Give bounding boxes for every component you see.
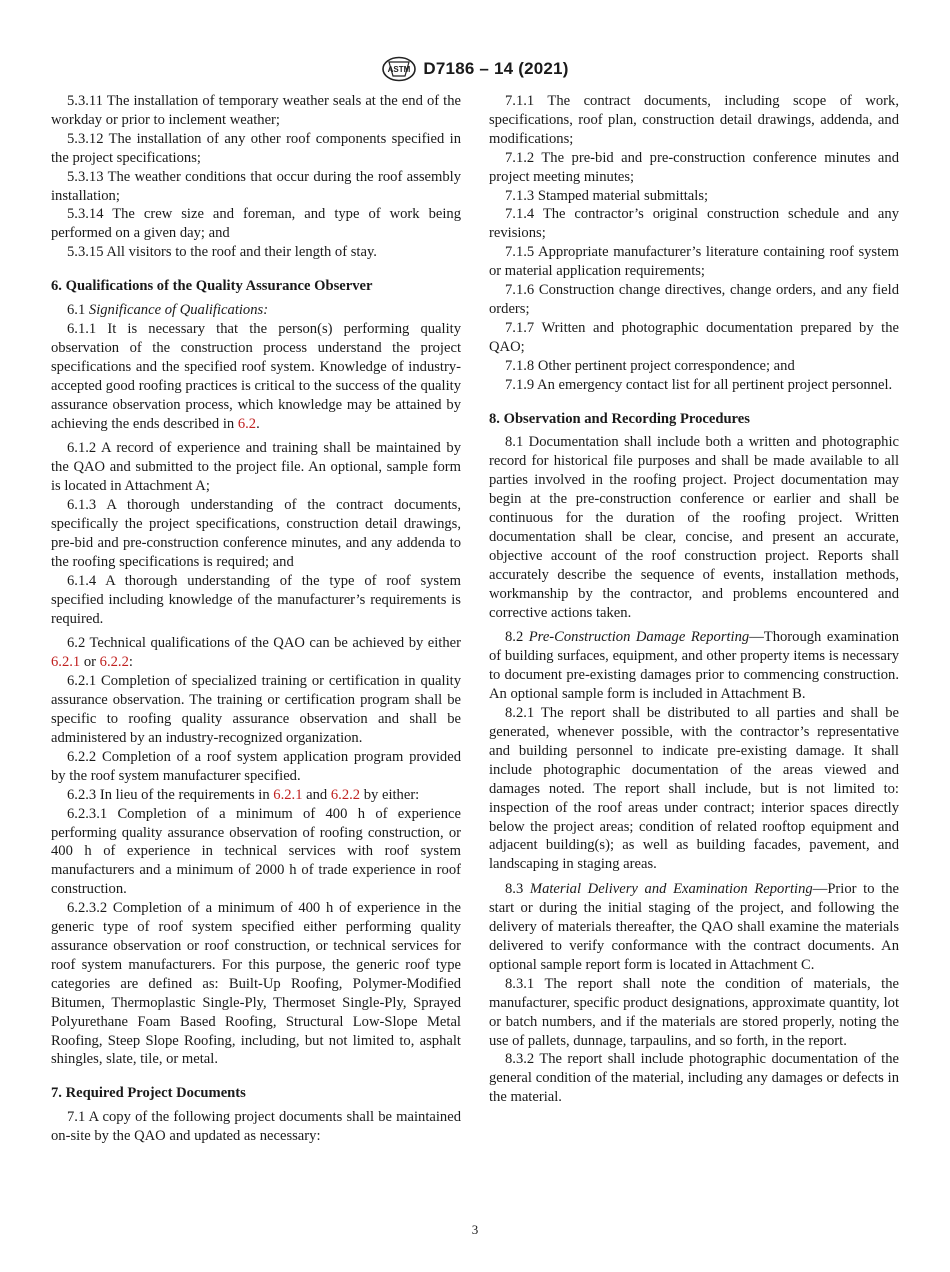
- left-column: [51, 92, 461, 1146]
- cross-reference-6-2-1[interactable]: 6.2.1: [51, 654, 81, 671]
- paragraph-6-2-3-1: 6.2.3.1 Completion of a minimum of 400 h of experience performing quality assurance observation of roofing construction, or 400 h of experience in technical services with roof system manufacturers and a minimum of 2000 h of trade experience in roof construction.: [51, 805, 461, 898]
- paragraph-8-2: [489, 628, 899, 704]
- paragraph-6-2-1: 6.2.1 Completion of specialized training or certification in quality assurance observation. The training or certification program shall be specific to roofing quality assurance observation and shall be administered by an industry-recognized organization.: [51, 673, 461, 746]
- paragraph-6-1-2: 6.1.2 A record of experience and training shall be maintained by the QAO and submitted to the project file. An optional, sample form is located in Attachment A;: [51, 440, 461, 495]
- paragraph-7-1: 7.1 A copy of the following project documents shall be maintained on-site by the QAO and updated as necessary:: [51, 1109, 461, 1145]
- paragraph-8-3-body: —Prior to the start or during the initial staging of the project, and following the delivery of materials thereafter, the QAO shall examine the materials delivered to verify conformance with the contract documents. An optional sample report form is located in Attachment C.: [489, 881, 899, 973]
- paragraph-8-3-1: 8.3.1 The report shall note the condition of materials, the manufacturer, specific product designations, approximate quantity, lot or batch numbers, and if the materials are stored properly, noting the use of pallets, dunnage, tarpaulins, and so forth, in the report.: [489, 975, 899, 1049]
- page-header: [0, 56, 950, 82]
- paragraph-5-3-12: 5.3.12 The installation of any other roof components specified in the project specifications;: [51, 130, 461, 166]
- paragraph-6-2-3-2: 6.2.3.2 Completion of a minimum of 400 h of experience in the generic type of roof system specified either performing quality assurance observation or roof construction, or technical services for roof system manufacturers. For this purpose, the generic roof type categories are defined as: Built-Up Roofing, Polymer-Modified Bitumen, Thermoplastic Single-Ply, Thermoset Single-Ply, Sprayed Polyurethane Foam Based Roofing, Structural Low-Slope Metal Roofing, Steep Slope Roofing, including, but not limited to, asphalt shingles, slate, tile, or metal.: [51, 900, 461, 1068]
- paragraph-6-2-3-and: and: [306, 786, 328, 803]
- paragraph-7-1-8: 7.1.8 Other pertinent project correspondence; and: [505, 357, 795, 374]
- paragraph-8-2-1: 8.2.1 The report shall be distributed to all parties and shall be generated, whenever possible, with the contractor’s representative and building personnel to indicate pre-existing damage. It shall include photographic documentation of the areas viewed and damages noted. The report shall include, but is not limited to: inspection of the roof areas under contract; interior spaces directly below the project areas; condition of related rooftop equipment and adjacent building(s); as well as building facades, pavement, and landscaping in staging areas.: [489, 705, 899, 873]
- cross-reference-6-2-1-b[interactable]: 6.2.1: [273, 786, 303, 803]
- section-8-heading: 8. Observation and Recording Procedures: [489, 410, 750, 427]
- cross-reference-6-2-2-b[interactable]: 6.2.2: [330, 786, 361, 803]
- paragraph-8-2-number: 8.2: [505, 629, 524, 646]
- paragraph-6-2-3: [51, 786, 461, 805]
- paragraph-6-2-2: 6.2.2 Completion of a roof system application program provided by the roof system manufacturer specified.: [51, 748, 461, 784]
- cross-reference-6-2[interactable]: 6.2: [237, 415, 257, 432]
- paragraph-8-1: 8.1 Documentation shall include both a written and photographic record for historical file purposes and shall be made available to all parties involved in the roofing project. Project documentation may begin at the pre-construction conference or earlier and shall be continuous for the duration of the roofing project. Written documentation shall be clear, concise, and present an accurate, objective account of the roof construction project. Reports shall accurately describe the sequence of events, installation methods, workmanship by the contractor, and problems encountered and corrective actions taken.: [489, 434, 899, 621]
- logo-text: ASTM: [388, 65, 411, 74]
- astm-logo-icon: [381, 56, 417, 82]
- paragraph-5-3-11: 5.3.11 The installation of temporary weather seals at the end of the workday or prior to inclement weather;: [51, 93, 461, 128]
- paragraph-8-3: [489, 880, 899, 975]
- paragraph-5-3-14: 5.3.14 The crew size and foreman, and type of work being performed on a given day; and: [51, 206, 461, 242]
- paragraph-8-3-number: 8.3: [505, 881, 524, 898]
- paragraph-5-3-13: 5.3.13 The weather conditions that occur during the roof assembly installation;: [51, 168, 461, 204]
- paragraph-6-1-4: 6.1.4 A thorough understanding of the type of roof system specified including knowledge of the manufacturer’s requirements is required.: [51, 572, 461, 627]
- page-number: 3: [471, 1222, 479, 1237]
- paragraph-7-1-2: 7.1.2 The pre-bid and pre-construction conference minutes and project meeting minutes;: [489, 149, 899, 185]
- paragraph-6-2-3-tail: by either:: [363, 786, 420, 803]
- paragraph-8-2-body: —Thorough examination of building surfaces, equipment, and other property items is necessary to document pre-existing damages prior to commencing construction. An optional sample form is included in Attachment B.: [489, 629, 899, 703]
- paragraph-8-2-title: Pre-Construction Damage Reporting: [528, 629, 750, 646]
- paragraph-7-1-7: 7.1.7 Written and photographic documentation prepared by the QAO;: [489, 319, 899, 355]
- paragraph-6-2-or: or: [83, 654, 97, 671]
- paragraph-7-1-1: 7.1.1 The contract documents, including scope of work, specifications, roof plan, construction detail drawings, addenda, and modifications;: [489, 93, 899, 147]
- paragraph-7-1-4: 7.1.4 The contractor’s original construction schedule and any revisions;: [489, 206, 899, 242]
- paragraph-6-1-1-text: 6.1.1 It is necessary that the person(s) performing quality observation of the construction process understand the project specifications and the specified roof system. Knowledge of industry-accepted good roofing practices is critical to the success of the quality assurance observation process, which knowledge may be attained by achieving the ends described in: [51, 320, 461, 432]
- paragraph-6-1: [51, 301, 461, 320]
- paragraph-6-1-title: Significance of Qualifications:: [88, 302, 269, 319]
- paragraph-5-3-15: 5.3.15 All visitors to the roof and their length of stay.: [67, 244, 377, 261]
- paragraph-6-2: 6.2 Technical qualifications of the QAO can be achieved by either 6.2.1 or 6.2.2:: [51, 635, 461, 671]
- standard-designation: D7186 – 14 (2021): [423, 59, 569, 78]
- paragraph-6-2-3-text: 6.2.3 In lieu of the requirements in: [67, 786, 270, 803]
- right-column: [489, 92, 899, 1107]
- paragraph-6-1-1: 6.1.1 It is necessary that the person(s) performing quality observation of the construction process understand the project specifications and the specified roof system. Knowledge of industry-accepted good roofing practices is critical to the success of the quality assurance observation process, which knowledge may be attained by achieving the ends described in 6.2.: [51, 320, 461, 432]
- section-6-heading: 6. Qualifications of the Quality Assurance Observer: [51, 278, 373, 295]
- paragraph-7-1-6: 7.1.6 Construction change directives, change orders, and any field orders;: [489, 282, 899, 317]
- section-7-heading: 7. Required Project Documents: [51, 1085, 246, 1102]
- paragraph-7-1-5: 7.1.5 Appropriate manufacturer’s literature containing roof system or material application requirements;: [489, 244, 899, 280]
- paragraph-6-1-number: 6.1: [67, 302, 86, 319]
- paragraph-8-3-title: Material Delivery and Examination Reporting: [529, 881, 813, 898]
- paragraph-7-1-9: 7.1.9 An emergency contact list for all pertinent project personnel.: [505, 376, 893, 393]
- paragraph-7-1-3: 7.1.3 Stamped material submittals;: [505, 187, 709, 204]
- cross-reference-6-2-2[interactable]: 6.2.2: [99, 654, 129, 671]
- paragraph-8-3-2: 8.3.2 The report shall include photographic documentation of the general condition of the material, including any damages or defects in the material.: [489, 1051, 899, 1106]
- paragraph-6-1-3: 6.1.3 A thorough understanding of the contract documents, specifically the project specifications, construction detail drawings, pre-bid and pre-construction conference minutes, and any addenda to the roofing specifications is required; and: [51, 497, 461, 570]
- paragraph-6-2-text: 6.2 Technical qualifications of the QAO can be achieved by either: [67, 635, 461, 652]
